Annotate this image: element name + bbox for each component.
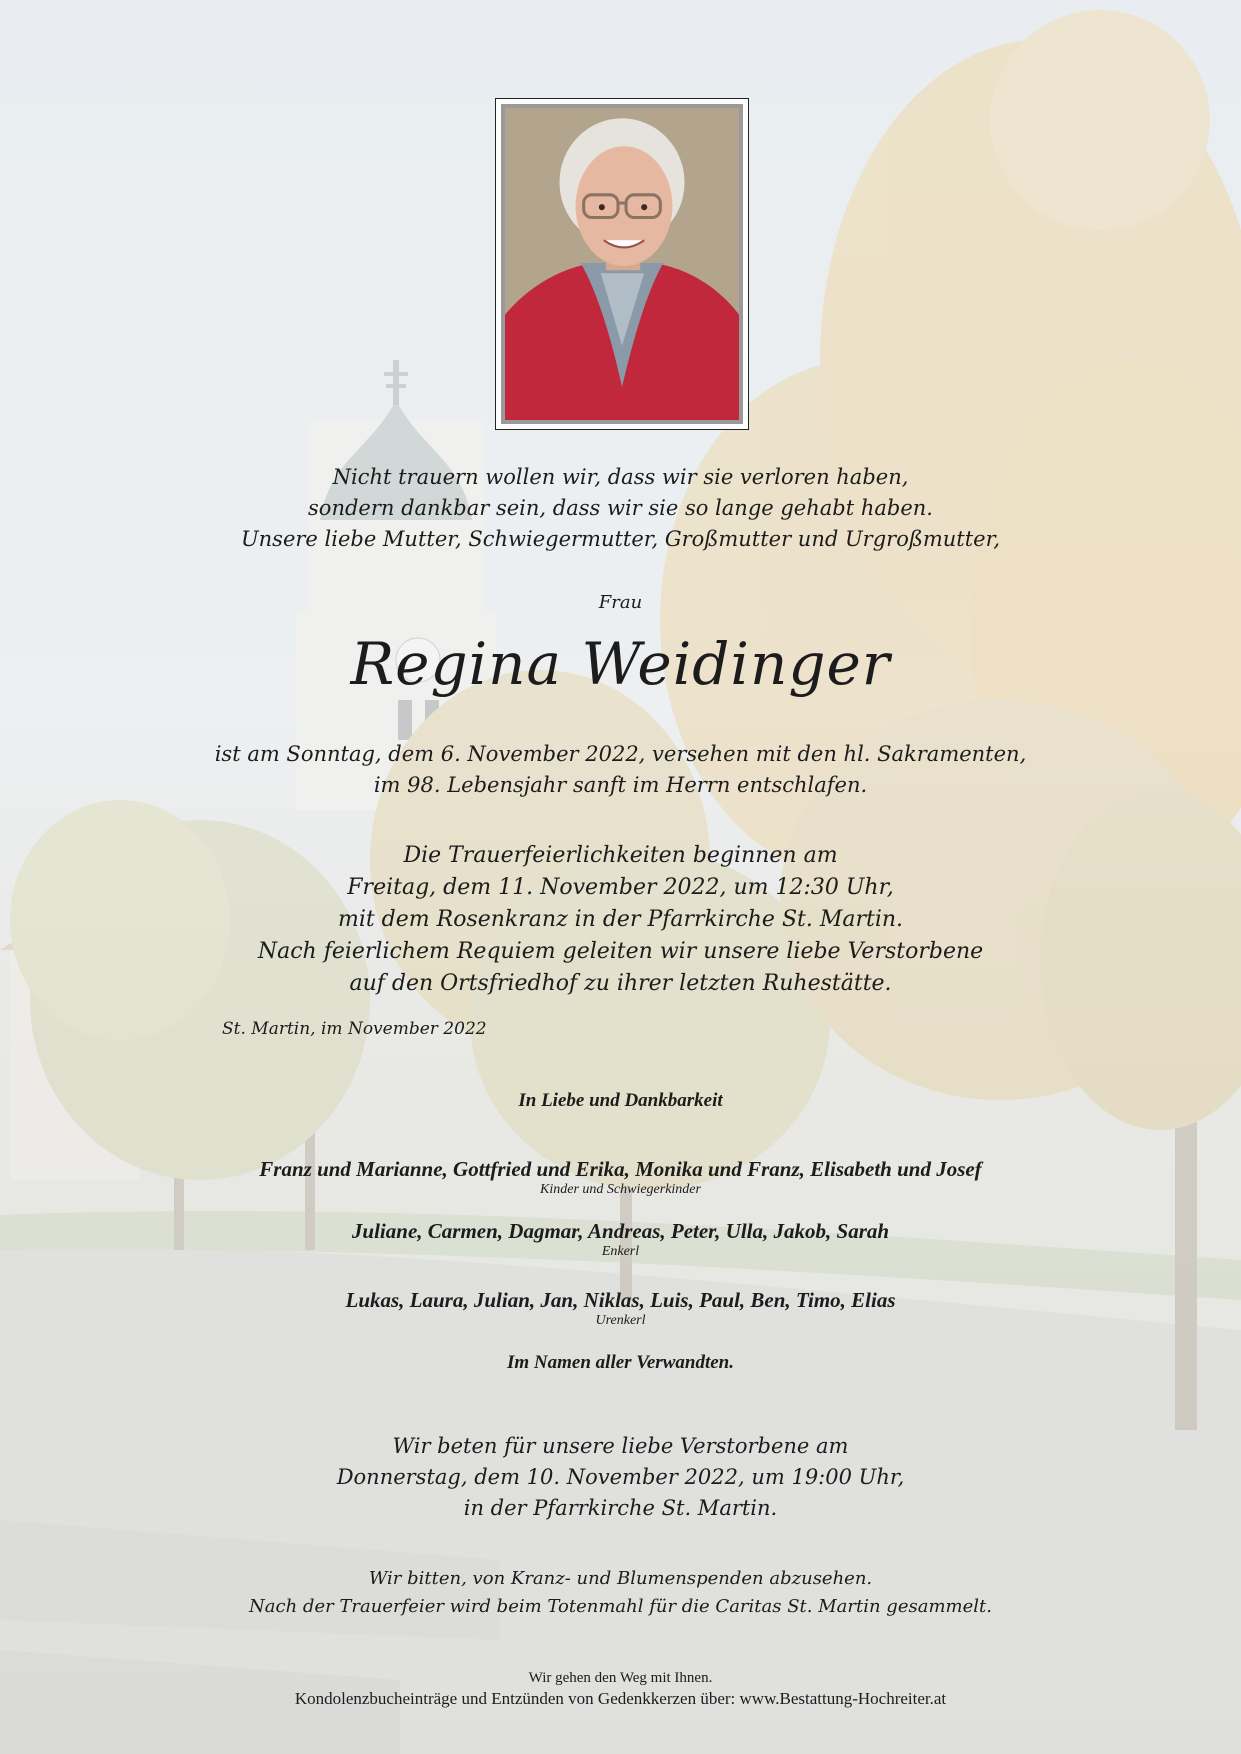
mourner-names: Lukas, Laura, Julian, Jan, Niklas, Luis, Paul, Ben, Timo, Elias: [345, 1288, 896, 1312]
mourner-names: Franz und Marianne, Gottfried und Erika, Monika und Franz, Elisabeth und Josef: [259, 1157, 982, 1181]
funeral-line: Freitag, dem 11. November 2022, um 12:30 Uhr,: [347, 875, 894, 900]
donation-line: Nach der Trauerfeier wird beim Totenmahl für die Caritas St. Martin gesammelt.: [249, 1596, 992, 1617]
portrait-photo: [505, 108, 739, 420]
funeral-line: Die Trauerfeierlichkeiten beginnen am: [403, 843, 838, 868]
mourners-heading: In Liebe und Dankbarkeit: [518, 1090, 723, 1111]
salutation: Frau: [598, 592, 643, 613]
funeral-line: Nach feierlichem Requiem geleiten wir unsere liebe Verstorbene: [257, 939, 984, 964]
verse-line: Unsere liebe Mutter, Schwiegermutter, Großmutter und Urgroßmutter,: [240, 527, 1001, 551]
verse-line: sondern dankbar sein, dass wir sie so lange gehabt haben.: [308, 496, 933, 520]
funeral-home-footer: [0, 1668, 1241, 1710]
mourner-relation: Urenkerl: [595, 1313, 646, 1328]
mourner-group: [0, 1218, 1241, 1260]
portrait-frame: [495, 98, 749, 430]
footer-condolence-link[interactable]: Kondolenzbucheinträge und Entzünden von Gedenkkerzen über: www.Bestattung-Hochreiter.at: [294, 1689, 947, 1708]
relatives-line: Im Namen aller Verwandten.: [507, 1352, 734, 1373]
prayer-line: Wir beten für unsere liebe Verstorbene am: [392, 1434, 849, 1458]
prayer-service: [0, 1431, 1241, 1524]
verse-line: Nicht trauern wollen wir, dass wir sie verloren haben,: [332, 465, 909, 489]
mourner-relation: Enkerl: [601, 1244, 640, 1259]
mourner-group: [0, 1287, 1241, 1329]
prayer-line: in der Pfarrkirche St. Martin.: [463, 1496, 778, 1520]
funeral-details: [0, 840, 1241, 1000]
death-notice: [0, 739, 1241, 801]
funeral-line: mit dem Rosenkranz in der Pfarrkirche St. Martin.: [337, 907, 904, 932]
footer-tagline: Wir gehen den Weg mit Ihnen.: [528, 1670, 713, 1686]
memorial-verse: [0, 462, 1241, 555]
death-notice-line: im 98. Lebensjahr sanft im Herrn entschlafen.: [373, 773, 868, 797]
place-date: St. Martin, im November 2022: [222, 1019, 487, 1039]
mourner-names: Juliane, Carmen, Dagmar, Andreas, Peter, Ulla, Jakob, Sarah: [351, 1219, 890, 1243]
deceased-name: Regina Weidinger: [350, 630, 891, 698]
mourner-group: [0, 1156, 1241, 1198]
donation-note: [0, 1565, 1241, 1621]
prayer-line: Donnerstag, dem 10. November 2022, um 19:00 Uhr,: [336, 1465, 905, 1489]
death-notice-line: ist am Sonntag, dem 6. November 2022, versehen mit den hl. Sakramenten,: [214, 742, 1027, 766]
funeral-line: auf den Ortsfriedhof zu ihrer letzten Ruhestätte.: [349, 971, 892, 996]
donation-line: Wir bitten, von Kranz- und Blumenspenden abzusehen.: [368, 1568, 873, 1589]
mourner-relation: Kinder und Schwiegerkinder: [540, 1182, 701, 1197]
